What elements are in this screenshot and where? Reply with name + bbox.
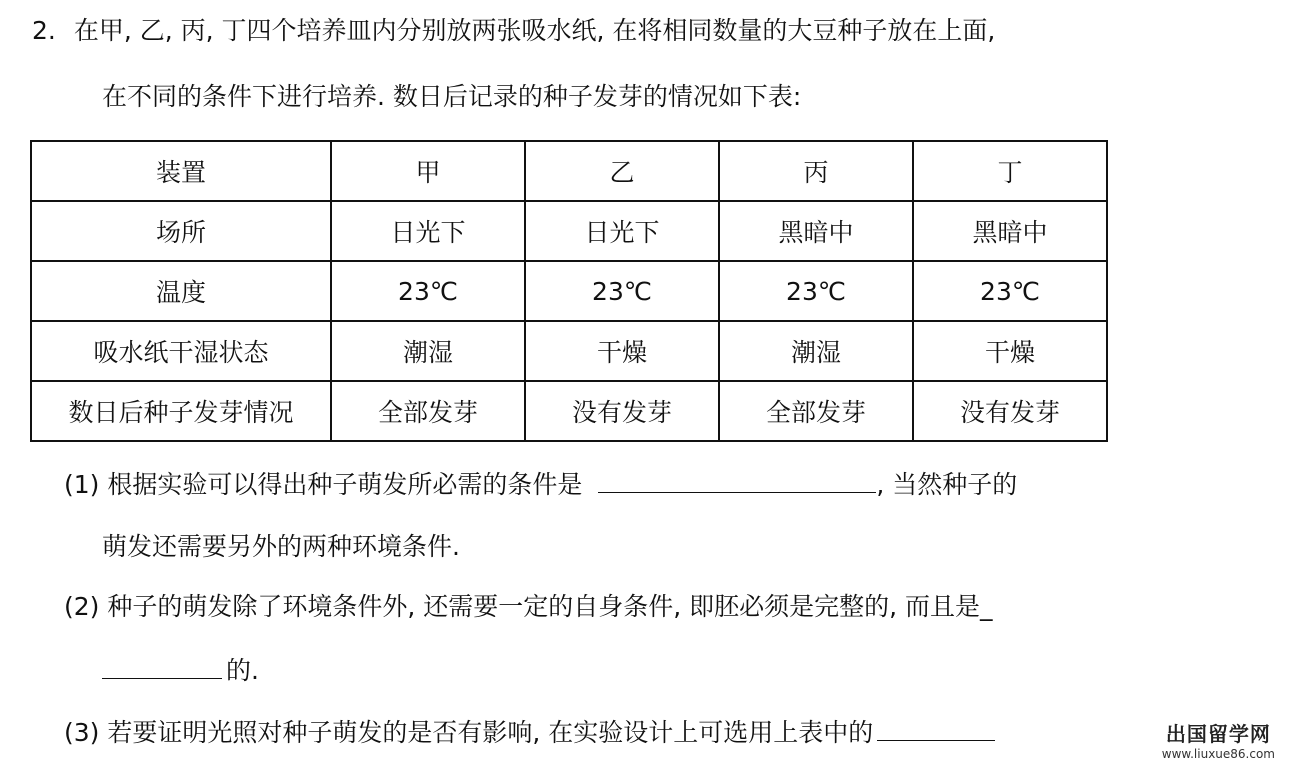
header-cell: 装置 (31, 141, 331, 201)
header-cell: 乙 (525, 141, 719, 201)
answer-blank-2[interactable] (102, 652, 222, 679)
row-label: 吸水纸干湿状态 (31, 321, 331, 381)
table-cell: 23℃ (913, 261, 1107, 321)
subquestion-1-tail: , 当然种子的 (876, 470, 1018, 499)
answer-blank-3[interactable] (877, 714, 995, 741)
table-cell: 黑暗中 (719, 201, 913, 261)
table-row (31, 201, 1107, 261)
subquestion-2-cont (102, 652, 259, 688)
table-cell: 23℃ (525, 261, 719, 321)
watermark-url: www.liuxue86.com (1161, 747, 1275, 761)
table-header-row (31, 141, 1107, 201)
row-label: 场所 (31, 201, 331, 261)
subquestion-2-tail: 的. (226, 656, 259, 685)
table-cell: 干燥 (525, 321, 719, 381)
header-cell: 丁 (913, 141, 1107, 201)
table-row (31, 261, 1107, 321)
table-cell: 潮湿 (719, 321, 913, 381)
table-row (31, 321, 1107, 381)
table-cell: 干燥 (913, 321, 1107, 381)
subquestion-2: (2) 种子的萌发除了环境条件外, 还需要一定的自身条件, 即胚必须是完整的, 而且是_ (64, 592, 993, 621)
table-cell: 潮湿 (331, 321, 525, 381)
table-cell: 23℃ (719, 261, 913, 321)
header-cell: 丙 (719, 141, 913, 201)
table-cell: 日光下 (331, 201, 525, 261)
table-cell: 全部发芽 (331, 381, 525, 441)
subquestion-1 (64, 466, 1017, 502)
subquestion-1-cont: 萌发还需要另外的两种环境条件. (102, 532, 460, 561)
header-cell: 甲 (331, 141, 525, 201)
question-line-1 (32, 14, 995, 48)
question-line-2: 在不同的条件下进行培养. 数日后记录的种子发芽的情况如下表: (102, 82, 802, 111)
table-cell: 黑暗中 (913, 201, 1107, 261)
data-table (30, 140, 1108, 442)
answer-blank-1[interactable] (598, 466, 876, 493)
watermark-logo (1162, 718, 1275, 761)
table-cell: 没有发芽 (913, 381, 1107, 441)
question-number: 2. (32, 16, 56, 45)
row-label: 数日后种子发芽情况 (31, 381, 331, 441)
row-label: 温度 (31, 261, 331, 321)
table-cell: 没有发芽 (525, 381, 719, 441)
table-cell: 23℃ (331, 261, 525, 321)
table-row (31, 381, 1107, 441)
subquestion-1-text: (1) 根据实验可以得出种子萌发所必需的条件是 (64, 470, 583, 499)
question-text-1: 在甲, 乙, 丙, 丁四个培养皿内分别放两张吸水纸, 在将相同数量的大豆种子放在上面, (73, 16, 996, 45)
subquestion-3-text: (3) 若要证明光照对种子萌发的是否有影响, 在实验设计上可选用上表中的 (64, 718, 874, 747)
watermark-text: 出国留学网 (1165, 722, 1271, 746)
subquestion-3 (64, 714, 995, 750)
table-cell: 日光下 (525, 201, 719, 261)
table-cell: 全部发芽 (719, 381, 913, 441)
